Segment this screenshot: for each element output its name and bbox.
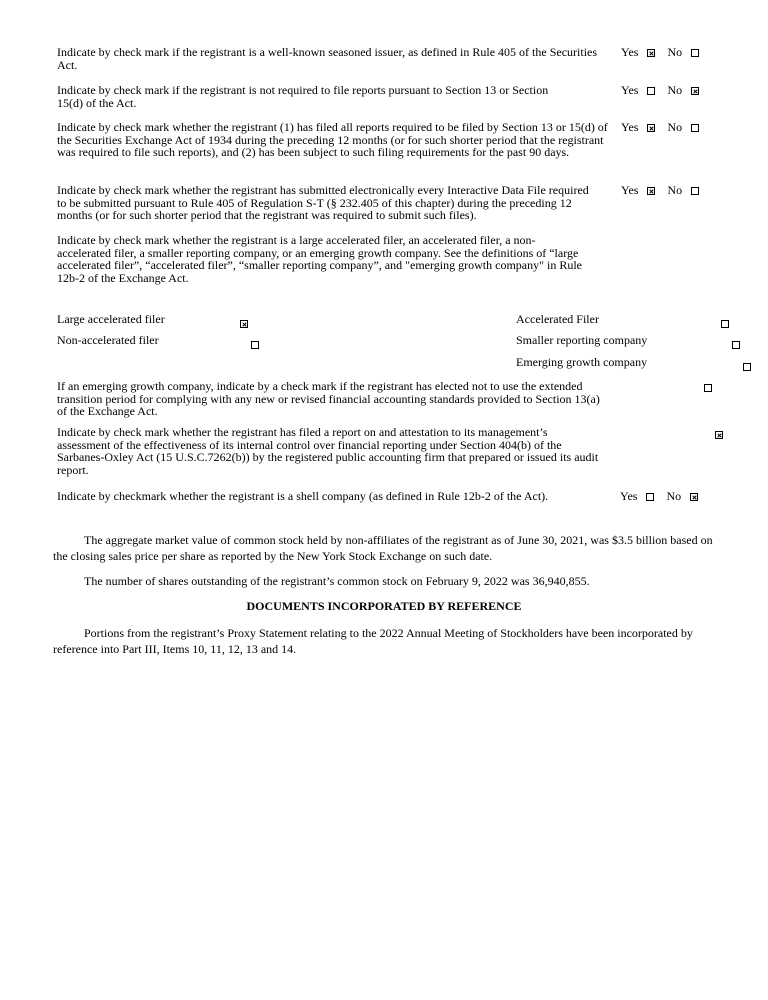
yes-label: Yes (620, 489, 638, 503)
filer-label-emerging-growth: Emerging growth company (516, 355, 648, 369)
smaller-reporting-checkbox[interactable] (732, 341, 740, 349)
yes-no-group (621, 84, 699, 97)
question-text: Indicate by check mark if the registrant is a well-known seasoned issuer, as defined in Rule 405 of the Securities Act. (57, 45, 598, 72)
question-text: Indicate by check mark whether the registrant has submitted electronically every Interactive Data File required to be submitted pursuant to Rule 405 of Regulation S-T (§ 232.405 of this chapter) during the preceding 12 months (or for such shorter period that the registrant was required to submit such files). (57, 183, 589, 223)
emerging-growth-checkbox[interactable] (743, 363, 751, 371)
shares-outstanding-paragraph: The number of shares outstanding of the registrant’s common stock on February 9, 2022 was 36,940,855. (84, 574, 590, 588)
documents-heading: DOCUMENTS INCORPORATED BY REFERENCE (246, 599, 522, 613)
no-checkbox[interactable] (691, 49, 699, 57)
yes-no-group (621, 184, 699, 197)
yes-checkbox[interactable] (647, 187, 655, 195)
yes-no-group (621, 121, 699, 134)
question-text: Indicate by check mark if the registrant is not required to file reports pursuant to Section 13 or Section 15(d) of the Act. (57, 83, 549, 110)
yes-label: Yes (621, 83, 639, 97)
internal-control-text: Indicate by check mark whether the registrant has filed a report on and attestation to its management’s assessment of the effectiveness of its internal control over financial reporting under Section 404(b) of the Sarbanes-Oxley Act (15 U.S.C.7262(b)) by the registered public accounting firm that prepared or issued its audit report. (57, 425, 599, 477)
non-accelerated-checkbox[interactable] (251, 341, 259, 349)
yes-checkbox[interactable] (647, 49, 655, 57)
shell-company-text: Indicate by checkmark whether the registrant is a shell company (as defined in Rule 12b-2 of the Act). (57, 489, 549, 503)
no-label: No (666, 489, 682, 503)
no-label: No (667, 45, 683, 59)
no-checkbox[interactable] (690, 493, 698, 501)
no-checkbox[interactable] (691, 87, 699, 95)
yes-label: Yes (621, 45, 639, 59)
yes-checkbox[interactable] (647, 124, 655, 132)
market-value-paragraph: The aggregate market value of common stock held by non-affiliates of the registrant as of June 30, 2021, was $3.5 billion based on the closing sales price per share as reported by the New York Stock Exchange on such date. (53, 533, 713, 563)
no-label: No (667, 83, 683, 97)
no-label: No (667, 120, 683, 134)
large-accelerated-checkbox[interactable] (240, 320, 248, 328)
yes-checkbox[interactable] (647, 87, 655, 95)
filer-label-accelerated: Accelerated Filer (516, 312, 599, 326)
documents-paragraph: Portions from the registrant’s Proxy Statement relating to the 2022 Annual Meeting of Stockholders have been incorporated by reference into Part III, Items 10, 11, 12, 13 and 14. (53, 626, 693, 656)
filer-status-intro: Indicate by check mark whether the registrant is a large accelerated filer, an accelerated filer, a non-accelerated filer, a smaller reporting company, or an emerging growth company. See the definitions of “large accelerated filer”, “accelerated filer”, “smaller reporting company”, and "emerging growth company" in Rule 12b-2 of the Exchange Act. (57, 233, 582, 285)
internal-control-checkbox[interactable] (715, 431, 723, 439)
no-checkbox[interactable] (691, 124, 699, 132)
yes-label: Yes (621, 120, 639, 134)
yes-label: Yes (621, 183, 639, 197)
accelerated-checkbox[interactable] (721, 320, 729, 328)
extended-transition-checkbox[interactable] (704, 384, 712, 392)
yes-checkbox[interactable] (646, 493, 654, 501)
filer-label-smaller-reporting: Smaller reporting company (516, 333, 648, 347)
yes-no-group (620, 490, 698, 503)
extended-transition-text: If an emerging growth company, indicate by a check mark if the registrant has elected not to use the extended transition period for complying with any new or revised financial accounting standards provided to Section 13(a) of the Exchange Act. (57, 379, 600, 419)
filer-label-large-accelerated: Large accelerated filer (57, 312, 165, 326)
no-checkbox[interactable] (691, 187, 699, 195)
no-label: No (667, 183, 683, 197)
question-text: Indicate by check mark whether the registrant (1) has filed all reports required to be filed by Section 13 or 15(d) of the Securities Exchange Act of 1934 during the preceding 12 months (or for such shorter period that the registrant was required to file such reports), and (2) has been subject to such filing requirements for the past 90 days. (57, 120, 608, 160)
filer-label-non-accelerated: Non-accelerated filer (57, 333, 159, 347)
yes-no-group (621, 46, 699, 59)
